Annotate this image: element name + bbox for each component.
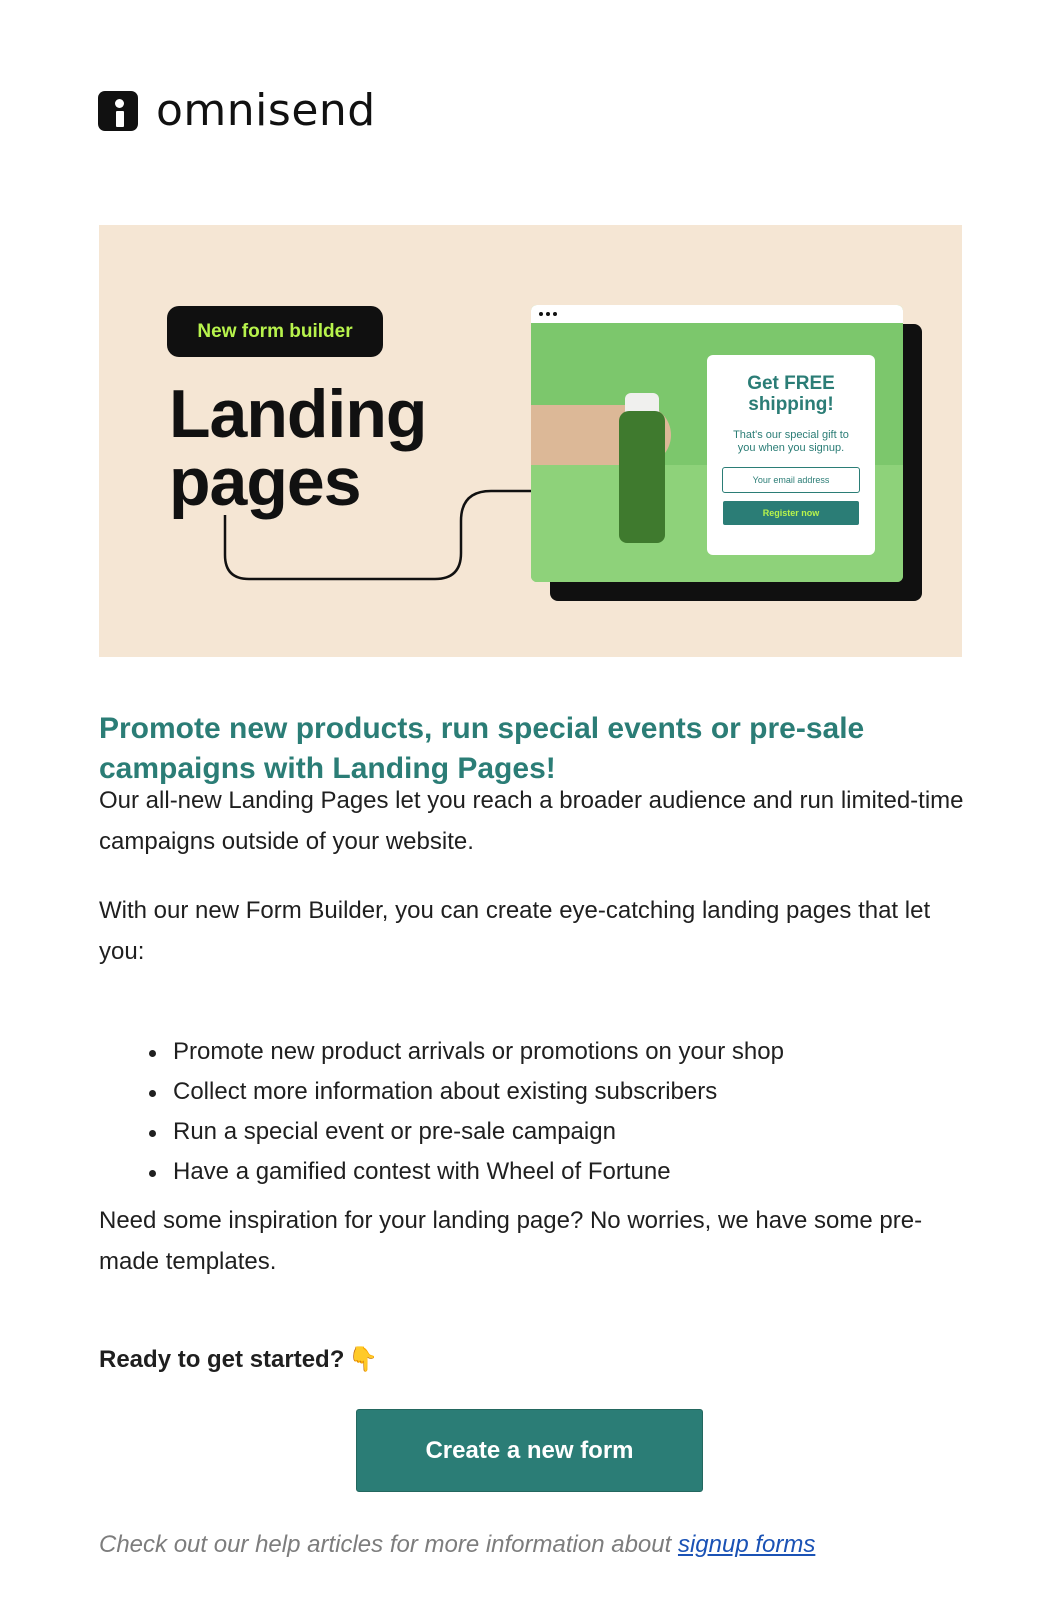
brand-logo[interactable] (98, 85, 376, 136)
brand-name: omnisend (156, 85, 376, 136)
popup-text: That's our special gift to you when you signup. (733, 429, 849, 454)
help-footer (99, 1529, 815, 1561)
popup-title (707, 373, 875, 415)
browser-mockup (531, 305, 903, 582)
hero-title (169, 376, 427, 520)
popup-register-button: Register now (723, 501, 859, 525)
builder-paragraph: With our new Form Builder, you can create eye-catching landing pages that let you: (99, 897, 931, 965)
signup-forms-link[interactable]: signup forms (677, 1531, 816, 1558)
new-form-builder-badge: New form builder (167, 306, 383, 357)
hero-title-line2: pages (169, 444, 361, 520)
list-item: Promote new product arrivals or promotions on your shop (173, 1032, 784, 1072)
feature-list (173, 1032, 784, 1192)
inspiration-paragraph: Need some inspiration for your landing page? No worries, we have some pre-made templates. (99, 1207, 923, 1275)
headline: Promote new products, run special events or pre-sale campaigns with Landing Pages! (99, 712, 865, 785)
list-item: Collect more information about existing subscribers (173, 1072, 784, 1112)
help-text: Check out our help articles for more information about (99, 1531, 678, 1558)
popup-email-field: Your email address (722, 467, 860, 493)
create-new-form-button[interactable]: Create a new form (356, 1409, 703, 1492)
list-item: Run a special event or pre-sale campaign (173, 1112, 784, 1152)
hero-banner[interactable] (99, 225, 962, 657)
omnisend-logo-icon (98, 91, 138, 131)
juice-bottle-illustration (619, 393, 665, 543)
popup-title-line2: shipping! (748, 394, 834, 415)
hero-title-line1: Landing (169, 376, 427, 452)
popup-title-line1: Get FREE (747, 373, 835, 394)
signup-popup-mockup (707, 355, 875, 555)
intro-paragraph: Our all-new Landing Pages let you reach a broader audience and run limited-time campaigns outside of your website. (99, 787, 964, 855)
ready-text: Ready to get started? (99, 1346, 345, 1373)
browser-toolbar (531, 305, 903, 323)
pointing-down-icon: 👇 (348, 1346, 379, 1373)
list-item: Have a gamified contest with Wheel of Fortune (173, 1152, 784, 1192)
ready-heading (99, 1344, 378, 1376)
